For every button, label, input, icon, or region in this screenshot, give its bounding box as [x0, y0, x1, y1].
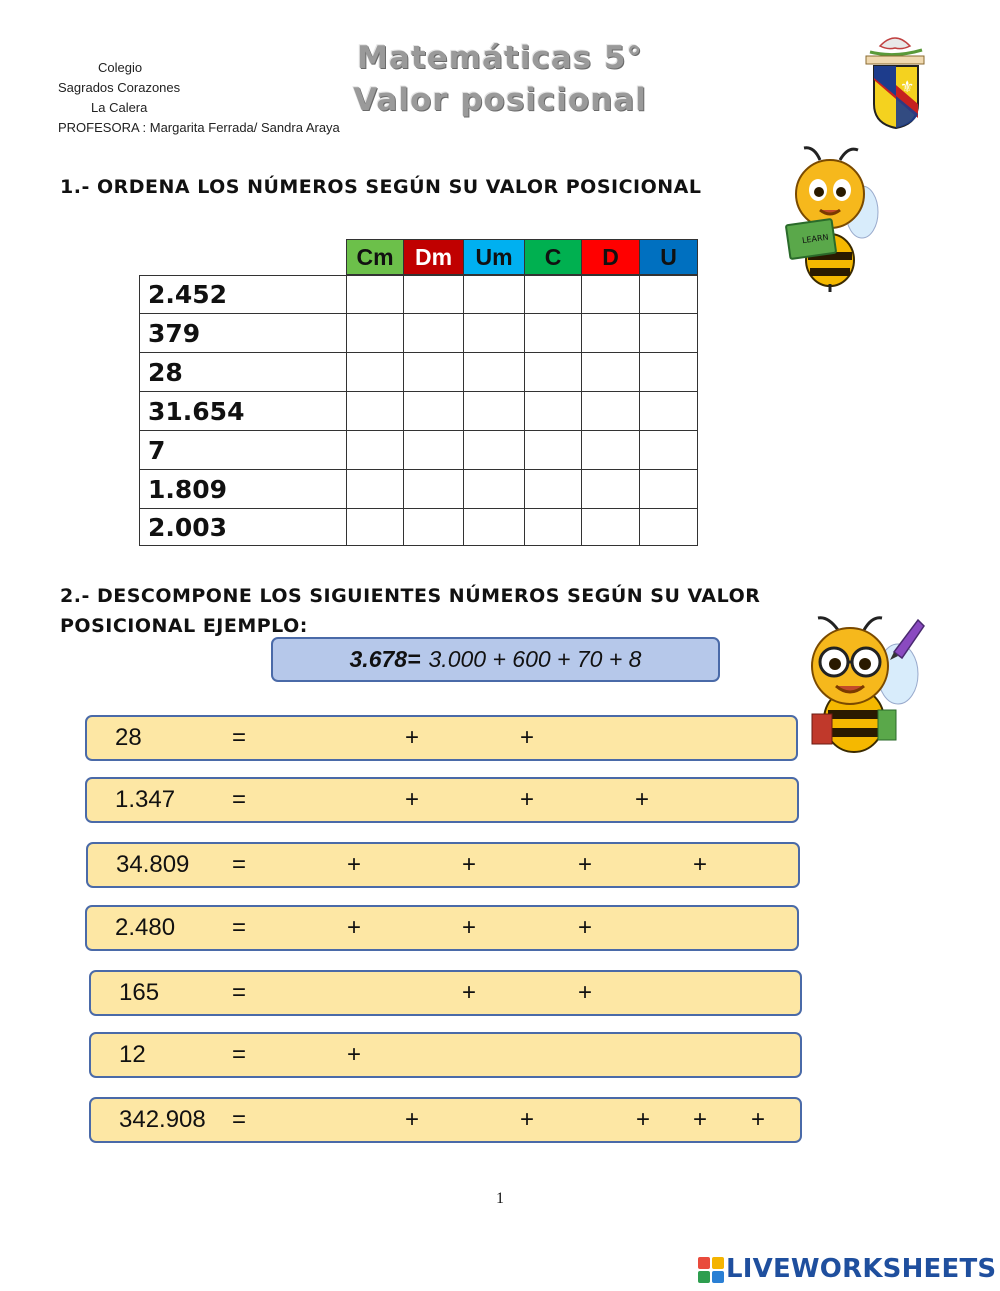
answer-cell-cm[interactable] — [347, 470, 404, 508]
equals-sign: = — [232, 724, 247, 751]
table-row — [139, 509, 698, 546]
row-number: 12 — [119, 1041, 146, 1068]
answer-cell-u[interactable] — [640, 353, 697, 391]
row-number: 2.480 — [115, 914, 176, 941]
plus-sign: + — [578, 979, 593, 1006]
answer-cell-c[interactable] — [525, 431, 582, 469]
example-number: 3.678= — [349, 646, 421, 672]
plus-sign: + — [462, 851, 477, 878]
answer-cell-u[interactable] — [640, 314, 697, 352]
number-cell: 379 — [140, 314, 347, 352]
plus-sign: + — [405, 724, 420, 751]
answer-cell-cm[interactable] — [347, 392, 404, 430]
number-cell: 1.809 — [140, 470, 347, 508]
answer-cell-cm[interactable] — [347, 431, 404, 469]
example-decomposition: 3.000 + 600 + 70 + 8 — [428, 646, 642, 672]
equals-sign: = — [232, 1041, 247, 1068]
plus-sign: + — [520, 1106, 535, 1133]
answer-cell-d[interactable] — [582, 431, 640, 469]
answer-cell-d[interactable] — [582, 509, 640, 545]
answer-cell-um[interactable] — [464, 392, 525, 430]
plus-sign: + — [636, 1106, 651, 1133]
page-subtitle: Valor posicional — [353, 82, 647, 118]
decompose-row[interactable] — [89, 1097, 802, 1143]
plus-sign: + — [520, 724, 535, 751]
answer-cell-u[interactable] — [640, 470, 697, 508]
number-cell: 2.003 — [140, 509, 347, 545]
answer-cell-cm[interactable] — [347, 314, 404, 352]
answer-cell-dm[interactable] — [404, 276, 464, 313]
equals-sign: = — [232, 1106, 247, 1133]
school-name-line: Sagrados Corazones — [58, 80, 181, 95]
decompose-row[interactable] — [85, 715, 798, 761]
plus-sign: + — [751, 1106, 766, 1133]
answer-cell-d[interactable] — [582, 470, 640, 508]
row-number: 1.347 — [115, 786, 176, 813]
answer-cell-dm[interactable] — [404, 431, 464, 469]
answer-cell-dm[interactable] — [404, 509, 464, 545]
answer-cell-c[interactable] — [525, 276, 582, 313]
bee-with-pencil-icon — [798, 614, 926, 760]
example-box — [271, 637, 720, 682]
school-name-line: Colegio — [98, 60, 143, 75]
answer-cell-cm[interactable] — [347, 353, 404, 391]
row-number: 28 — [115, 724, 142, 751]
answer-cell-c[interactable] — [525, 353, 582, 391]
answer-cell-u[interactable] — [640, 509, 697, 545]
plus-sign: + — [462, 914, 477, 941]
answer-cell-c[interactable] — [525, 470, 582, 508]
section1-heading: 1.- ORDENA LOS NÚMEROS SEGÚN SU VALOR POSICIONAL — [60, 176, 702, 198]
answer-cell-c[interactable] — [525, 314, 582, 352]
answer-cell-d[interactable] — [582, 276, 640, 313]
section2-heading-line1: 2.- DESCOMPONE LOS SIGUIENTES NÚMEROS SEGÚN SU VALOR — [60, 585, 761, 607]
answer-cell-um[interactable] — [464, 276, 525, 313]
plus-sign: + — [635, 786, 650, 813]
svg-text:⚜: ⚜ — [900, 77, 915, 96]
section2-heading-line2: POSICIONAL EJEMPLO: — [60, 615, 308, 637]
row-number: 342.908 — [119, 1106, 206, 1133]
answer-cell-d[interactable] — [582, 314, 640, 352]
table-row — [139, 275, 698, 314]
decompose-row[interactable] — [86, 842, 800, 888]
plus-sign: + — [693, 851, 708, 878]
table-row — [139, 314, 698, 353]
decompose-row[interactable] — [85, 905, 799, 951]
column-header-dm: Dm — [403, 239, 464, 275]
plus-sign: + — [347, 1041, 362, 1068]
answer-cell-cm[interactable] — [347, 276, 404, 313]
answer-cell-um[interactable] — [464, 314, 525, 352]
column-header-um: Um — [463, 239, 525, 275]
teacher-line: PROFESORA : Margarita Ferrada/ Sandra Araya — [58, 120, 340, 135]
number-cell: 7 — [140, 431, 347, 469]
plus-sign: + — [347, 914, 362, 941]
answer-cell-dm[interactable] — [404, 392, 464, 430]
answer-cell-u[interactable] — [640, 431, 697, 469]
equals-sign: = — [232, 979, 247, 1006]
column-header-u: U — [639, 239, 698, 275]
answer-cell-dm[interactable] — [404, 314, 464, 352]
answer-cell-c[interactable] — [525, 392, 582, 430]
plus-sign: + — [520, 786, 535, 813]
plus-sign: + — [462, 979, 477, 1006]
number-cell: 28 — [140, 353, 347, 391]
column-header-d: D — [581, 239, 640, 275]
answer-cell-d[interactable] — [582, 353, 640, 391]
answer-cell-um[interactable] — [464, 470, 525, 508]
liveworksheets-logo-icon — [698, 1257, 724, 1283]
table-row — [139, 392, 698, 431]
answer-cell-d[interactable] — [582, 392, 640, 430]
equals-sign: = — [232, 851, 247, 878]
page-number: 1 — [496, 1190, 504, 1207]
row-number: 165 — [119, 979, 160, 1006]
table-row — [139, 470, 698, 509]
equals-sign: = — [232, 786, 247, 813]
column-header-cm: Cm — [346, 239, 404, 275]
plus-sign: + — [347, 851, 362, 878]
school-city-line: La Calera — [91, 100, 148, 115]
svg-text:LEARN: LEARN — [801, 232, 830, 246]
plus-sign: + — [405, 1106, 420, 1133]
answer-cell-c[interactable] — [525, 509, 582, 545]
table-row — [139, 353, 698, 392]
decompose-row[interactable] — [85, 777, 799, 823]
answer-cell-um[interactable] — [464, 509, 525, 545]
column-header-c: C — [524, 239, 582, 275]
answer-cell-u[interactable] — [640, 392, 697, 430]
answer-cell-um[interactable] — [464, 431, 525, 469]
number-cell: 2.452 — [140, 276, 347, 313]
bee-reading-book-icon — [780, 142, 880, 294]
plus-sign: + — [693, 1106, 708, 1133]
decompose-row[interactable] — [89, 1032, 802, 1078]
plus-sign: + — [405, 786, 420, 813]
liveworksheets-brand[interactable]: LIVEWORKSHEETS — [726, 1254, 997, 1284]
plus-sign: + — [578, 914, 593, 941]
number-cell: 31.654 — [140, 392, 347, 430]
row-number: 34.809 — [116, 851, 190, 878]
school-crest-icon — [860, 28, 930, 130]
page-title: Matemáticas 5° — [357, 40, 643, 76]
answer-cell-um[interactable] — [464, 353, 525, 391]
answer-cell-u[interactable] — [640, 276, 697, 313]
answer-cell-dm[interactable] — [404, 470, 464, 508]
table-row — [139, 431, 698, 470]
answer-cell-dm[interactable] — [404, 353, 464, 391]
plus-sign: + — [578, 851, 593, 878]
decompose-row[interactable] — [89, 970, 802, 1016]
answer-cell-cm[interactable] — [347, 509, 404, 545]
equals-sign: = — [232, 914, 247, 941]
